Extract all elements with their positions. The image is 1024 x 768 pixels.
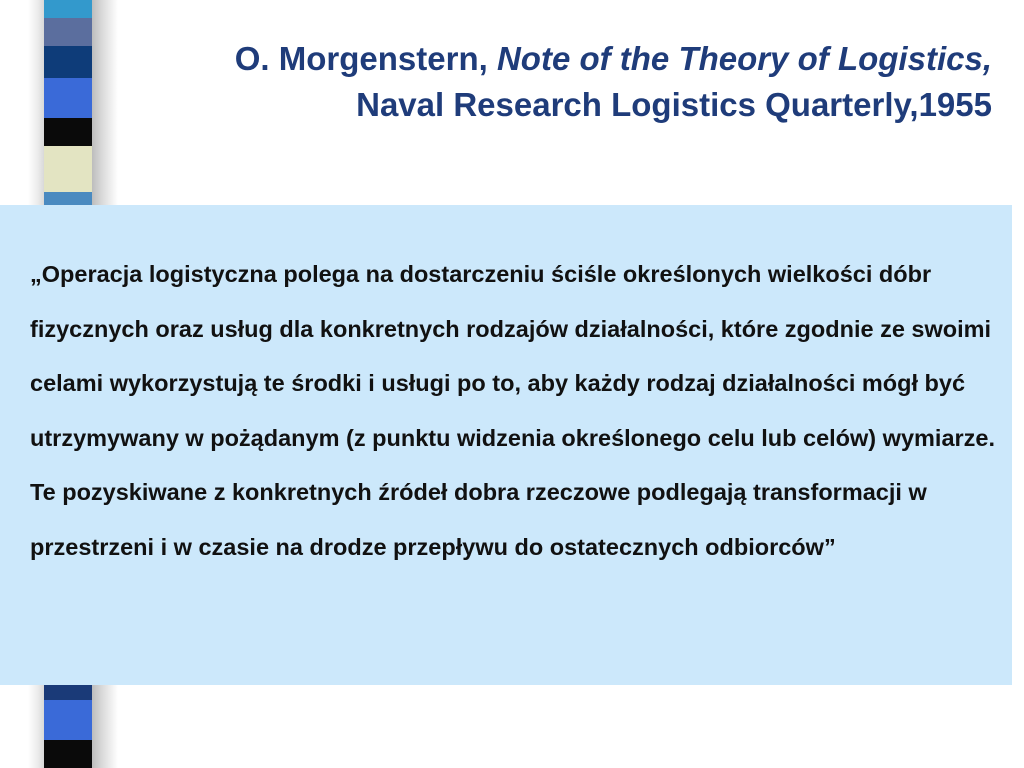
slide-title — [192, 36, 992, 128]
stripe-block — [44, 740, 92, 768]
stripe-block — [44, 146, 92, 192]
stripe-block — [44, 78, 92, 118]
stripe-block — [44, 46, 92, 78]
quote-text: „Operacja logistyczna polega na dostarczeniu ściśle określonych wielkości dóbr fizycznych oraz usług dla konkretnych rodzajów działalności, które zgodnie ze swoimi celami wykorzystują te środki i usługi po to, aby każdy rodzaj działalności mógł być utrzymywany w pożądanym (z punktu widzenia określonego celu lub celów) wymiarze. Te pozyskiwane z konkretnych źródeł dobra rzeczowe podlegają transformacji w przestrzeni i w czasie na drodze przepływu do ostatecznych odbiorców” — [30, 261, 996, 560]
stripe-block — [44, 685, 92, 700]
stripe-block — [44, 118, 92, 146]
stripe-block — [44, 18, 92, 46]
title-work: Note of the Theory of Logistics, — [496, 40, 992, 77]
stripe-block — [44, 192, 92, 205]
stripe-block — [44, 700, 92, 740]
title-author: O. Morgenstern, — [234, 40, 488, 77]
title-publication: Naval Research Logistics Quarterly,1955 — [356, 86, 992, 123]
stripe-block — [44, 0, 92, 18]
